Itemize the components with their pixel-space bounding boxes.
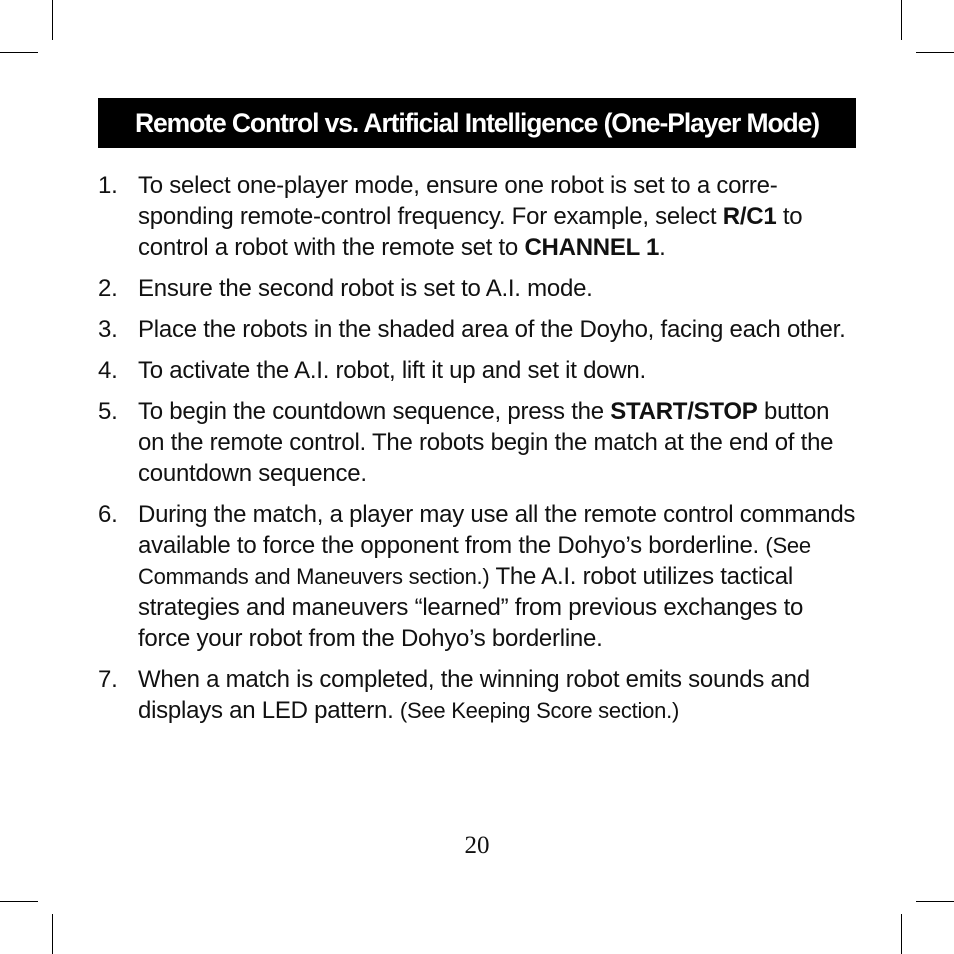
start-stop-button-label: START/STOP — [610, 398, 758, 425]
step-text: During the match, a player may use all the remote control commands available to force the opponent from the Dohyo’s borderline. (See Commands and Maneuvers section.) The A.I. robot utilizes tactical strategies and maneuvers “learned” from previous exchanges to force your robot from the Dohyo’s borderline. — [138, 501, 856, 652]
step-number: 6. — [98, 501, 118, 528]
cross-reference: (See Keeping Score section.) — [399, 698, 680, 723]
cross-reference: (See Commands and Maneuvers section.) — [138, 533, 811, 589]
crop-mark-top-left-vertical — [52, 0, 53, 40]
section-title: Remote Control vs. Artificial Intelligence (One-Player Mode) — [135, 107, 819, 138]
step-text: To activate the A.I. robot, lift it up and set it down. — [138, 357, 646, 384]
step-5 — [98, 396, 860, 489]
step-3 — [98, 314, 860, 345]
instruction-list — [98, 170, 860, 736]
step-6 — [98, 499, 860, 654]
step-number: 3. — [98, 316, 118, 343]
step-text: When a match is completed, the winning robot emits sounds and displays an LED pattern. (See Keeping Score section.) — [138, 666, 810, 724]
step-7 — [98, 664, 860, 726]
step-4 — [98, 355, 860, 386]
channel-1-setting: CHANNEL 1 — [524, 234, 660, 261]
step-number: 5. — [98, 398, 118, 425]
step-number: 1. — [98, 172, 118, 199]
step-number: 7. — [98, 666, 118, 693]
section-title-bar — [98, 98, 856, 148]
crop-mark-bottom-right-horizontal — [916, 901, 954, 902]
page-number: 20 — [464, 832, 490, 859]
crop-mark-top-right-vertical — [901, 0, 902, 40]
step-number: 2. — [98, 275, 118, 302]
step-text: Ensure the second robot is set to A.I. mode. — [138, 275, 593, 302]
step-text: Place the robots in the shaded area of the Doyho, facing each other. — [138, 316, 846, 343]
crop-mark-bottom-right-vertical — [901, 914, 902, 954]
step-2 — [98, 273, 860, 304]
step-text: To begin the countdown sequence, press the START/STOP button on the remote control. The robots begin the match at the end of the countdown sequence. — [138, 398, 834, 487]
crop-mark-top-right-horizontal — [916, 52, 954, 53]
step-1 — [98, 170, 860, 263]
rc1-setting: R/C1 — [722, 203, 777, 230]
crop-mark-top-left-horizontal — [0, 52, 38, 53]
step-number: 4. — [98, 357, 118, 384]
crop-mark-bottom-left-vertical — [52, 914, 53, 954]
step-text: To select one-player mode, ensure one robot is set to a corre-sponding remote-control frequency. For example, select R/C1 to control a robot with the remote set to CHANNEL 1. — [138, 172, 803, 261]
crop-mark-bottom-left-horizontal — [0, 901, 38, 902]
